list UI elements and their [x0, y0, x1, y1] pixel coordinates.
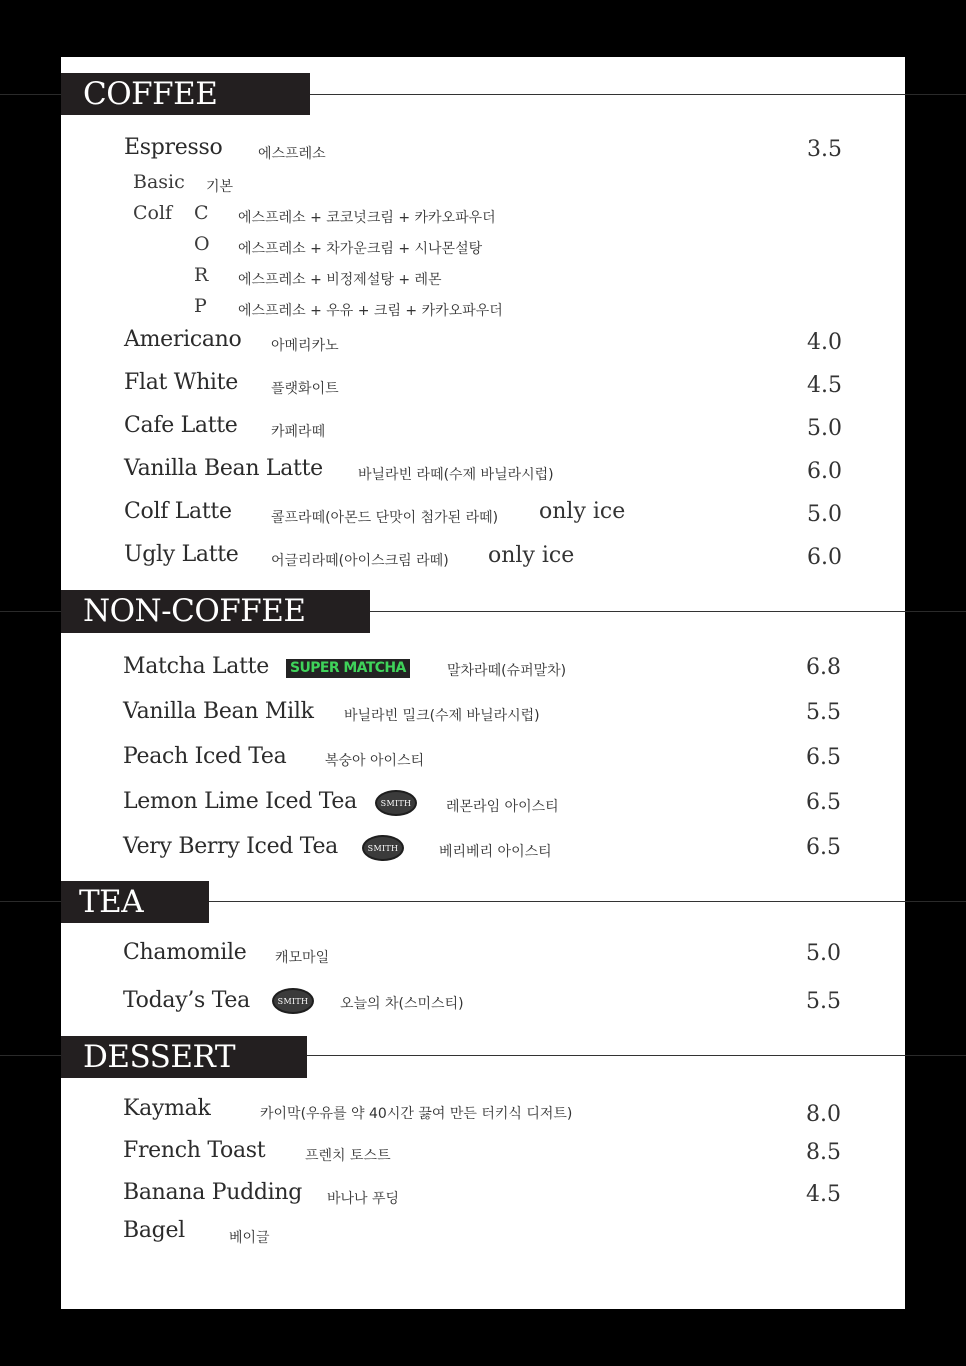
item-price: 4.0 — [807, 330, 842, 355]
item-korean: 카페라떼 — [271, 424, 326, 440]
item-name: Cafe Latte — [124, 413, 238, 438]
item-korean: 오늘의 차(스미스티) — [340, 996, 464, 1012]
smith-logo-text: SMITH — [367, 843, 399, 853]
section-header-non-coffee: NON-COFFEE — [61, 590, 370, 633]
item-price: 5.0 — [807, 502, 842, 527]
item-korean: 복숭아 아이스티 — [325, 753, 425, 769]
item-korean: 콜프라떼(아몬드 단맛이 첨가된 라떼) — [271, 510, 499, 526]
item-korean: 카이막(우유를 약 40시간 끓여 만든 터키식 디저트) — [260, 1106, 573, 1122]
variant-desc: 에스프레소 + 코코넛크림 + 카카오파우더 — [238, 210, 496, 226]
item-price: 4.5 — [806, 1182, 841, 1207]
item-korean: 말차라떼(슈퍼말차) — [447, 663, 567, 679]
smith-logo-text: SMITH — [277, 996, 309, 1006]
item-price: 5.0 — [806, 941, 841, 966]
item-name: Very Berry Iced Tea — [123, 834, 338, 859]
section-rule — [209, 901, 905, 902]
item-name: Vanilla Bean Latte — [124, 456, 323, 481]
item-name: Ugly Latte — [124, 542, 239, 567]
item-price: 5.5 — [806, 700, 841, 725]
smith-tea-logo-icon — [375, 790, 417, 816]
item-price: 6.0 — [807, 545, 842, 570]
item-name: Vanilla Bean Milk — [123, 699, 314, 724]
item-name: Colf Latte — [124, 499, 232, 524]
item-name: Americano — [124, 327, 242, 352]
item-subname: Basic — [133, 171, 185, 193]
variant-letter: C — [194, 202, 209, 224]
item-price: 5.0 — [807, 416, 842, 441]
item-korean: 에스프레소 — [258, 146, 326, 162]
section-header-tea: TEA — [61, 881, 209, 923]
item-price: 6.0 — [807, 459, 842, 484]
variant-desc: 에스프레소 + 비정제설탕 + 레몬 — [238, 272, 442, 288]
item-korean: 바나나 푸딩 — [327, 1191, 400, 1207]
section-header-dessert: DESSERT — [61, 1036, 307, 1078]
variant-letter: O — [194, 233, 210, 255]
section-rule — [370, 611, 905, 612]
item-name: Lemon Lime Iced Tea — [123, 789, 357, 814]
variant-desc: 에스프레소 + 우유 + 크림 + 카카오파우더 — [238, 303, 503, 319]
item-korean: 기본 — [206, 179, 234, 195]
item-name: Kaymak — [123, 1096, 211, 1121]
item-price: 3.5 — [807, 137, 842, 162]
menu-page — [61, 57, 905, 1309]
item-price: 6.8 — [806, 655, 841, 680]
variant-desc: 에스프레소 + 차가운크림 + 시나몬설탕 — [238, 241, 483, 257]
item-korean: 아메리카노 — [271, 338, 339, 354]
item-name: French Toast — [123, 1138, 266, 1163]
item-korean: 베리베리 아이스티 — [439, 844, 552, 860]
item-price: 4.5 — [807, 373, 842, 398]
item-note: only ice — [539, 499, 626, 524]
item-korean: 베이글 — [229, 1230, 270, 1246]
item-name: Today’s Tea — [123, 988, 250, 1013]
item-name: Flat White — [124, 370, 238, 395]
item-name: Banana Pudding — [123, 1180, 303, 1205]
item-korean: 레몬라임 아이스티 — [446, 799, 559, 815]
variant-letter: P — [194, 295, 207, 317]
item-name: Matcha Latte — [123, 654, 269, 679]
item-price: 8.0 — [806, 1102, 841, 1127]
section-rule — [307, 1055, 905, 1056]
item-korean: 바닐라빈 라떼(수제 바닐라시럽) — [358, 467, 554, 483]
item-korean: 캐모마일 — [275, 950, 330, 966]
item-name: Peach Iced Tea — [123, 744, 287, 769]
super-matcha-badge: SUPER MATCHA — [286, 659, 410, 678]
smith-logo-text: SMITH — [380, 798, 412, 808]
item-price: 6.5 — [806, 790, 841, 815]
item-korean: 플랫화이트 — [271, 381, 339, 397]
variant-letter: R — [194, 264, 209, 286]
section-rule — [310, 94, 905, 95]
smith-tea-logo-icon — [272, 988, 314, 1014]
item-subname: Colf — [133, 202, 173, 224]
item-price: 6.5 — [806, 745, 841, 770]
item-korean: 바닐라빈 밀크(수제 바닐라시럽) — [344, 708, 540, 724]
item-name: Chamomile — [123, 940, 247, 965]
item-name: Espresso — [124, 135, 223, 160]
section-header-coffee: COFFEE — [61, 73, 310, 115]
item-korean: 어글리라떼(아이스크림 라떼) — [271, 553, 449, 569]
item-price: 6.5 — [806, 835, 841, 860]
item-note: only ice — [488, 543, 575, 568]
item-price: 5.5 — [806, 989, 841, 1014]
smith-tea-logo-icon — [362, 835, 404, 861]
item-name: Bagel — [123, 1218, 185, 1243]
item-korean: 프렌치 토스트 — [305, 1148, 391, 1164]
item-price: 8.5 — [806, 1140, 841, 1165]
